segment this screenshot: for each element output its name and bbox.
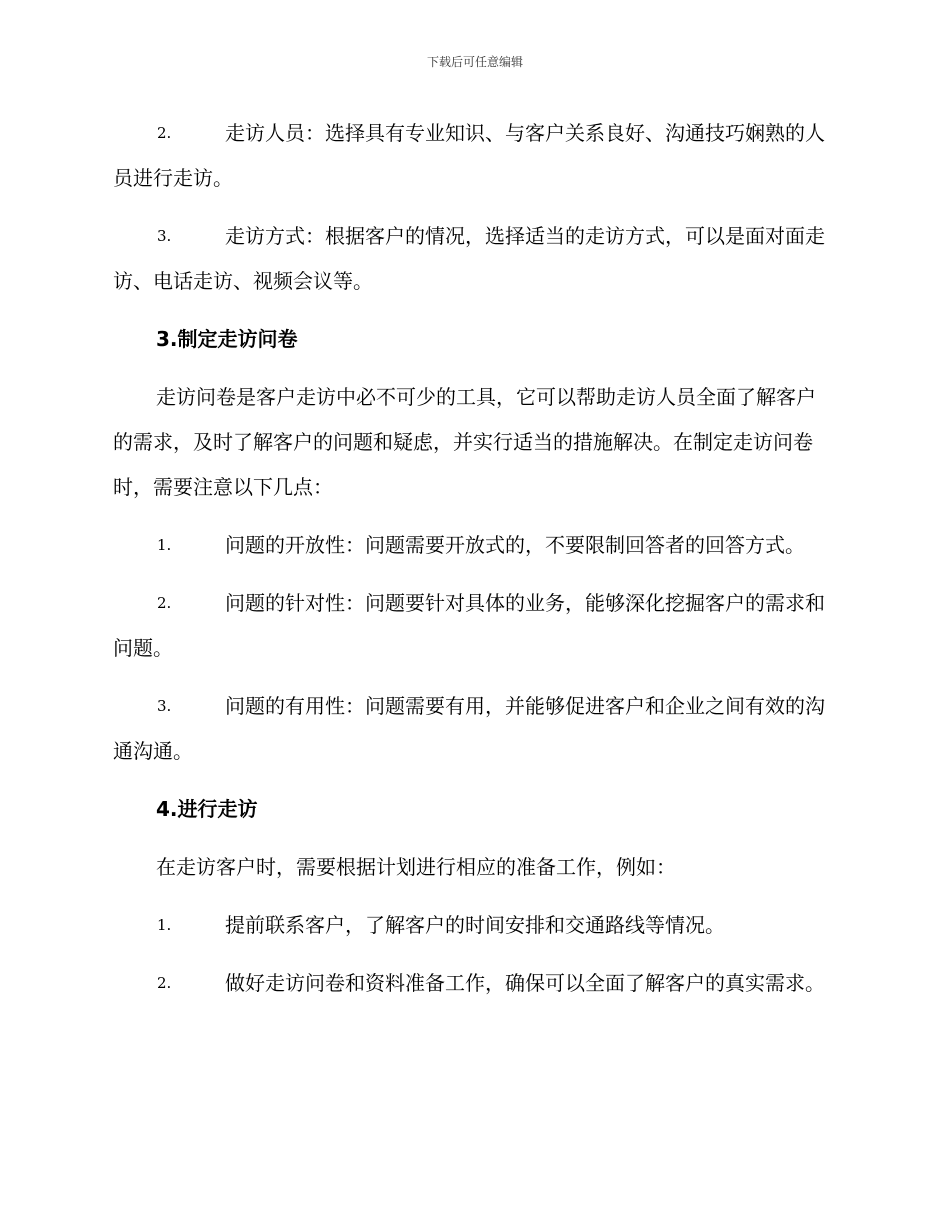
list-item-number: 2.: [157, 974, 172, 992]
list-item: [113, 903, 833, 948]
list-item: [113, 961, 833, 1006]
list-item-text: 走访方式：根据客户的情况，选择适当的走访方式，可以是面对面走访、电话走访、视频会议等。: [113, 224, 825, 293]
list-item-text: 问题的开放性：问题需要开放式的，不要限制回答者的回答方式。: [225, 533, 805, 557]
list-item-text: 做好走访问卷和资料准备工作，确保可以全面了解客户的真实需求。: [225, 971, 825, 995]
list-item-number: 2.: [157, 124, 172, 142]
list-item: [113, 523, 833, 568]
paragraph: 走访问卷是客户走访中必不可少的工具，它可以帮助走访人员全面了解客户的需求，及时了解客户的问题和疑虑，并实行适当的措施解决。在制定走访问卷时，需要注意以下几点：: [113, 385, 816, 499]
page-header: 下载后可任意编辑: [426, 55, 523, 69]
list-item: [113, 111, 833, 201]
list-item-number: 1.: [157, 536, 172, 554]
list-item-number: 3.: [157, 227, 172, 245]
list-item-text: 走访人员：选择具有专业知识、与客户关系良好、沟通技巧娴熟的人员进行走访。: [113, 121, 825, 190]
list-item-number: 3.: [157, 697, 172, 715]
list-item-text: 问题的有用性：问题需要有用，并能够促进客户和企业之间有效的沟通沟通。: [113, 694, 825, 763]
section-heading: 3.制定走访问卷: [156, 327, 298, 351]
list-item-number: 2.: [157, 594, 172, 612]
list-item-text: 提前联系客户，了解客户的时间安排和交通路线等情况。: [225, 913, 725, 937]
list-item-text: 问题的针对性：问题要针对具体的业务，能够深化挖掘客户的需求和问题。: [113, 591, 825, 660]
paragraph: 在走访客户时，需要根据计划进行相应的准备工作，例如：: [156, 855, 676, 879]
list-item-number: 1.: [157, 916, 172, 934]
document-body: [113, 111, 833, 1019]
list-item: [113, 214, 833, 304]
section-heading: 4.进行走访: [156, 797, 258, 821]
list-item: [113, 684, 833, 774]
list-item: [113, 581, 833, 671]
